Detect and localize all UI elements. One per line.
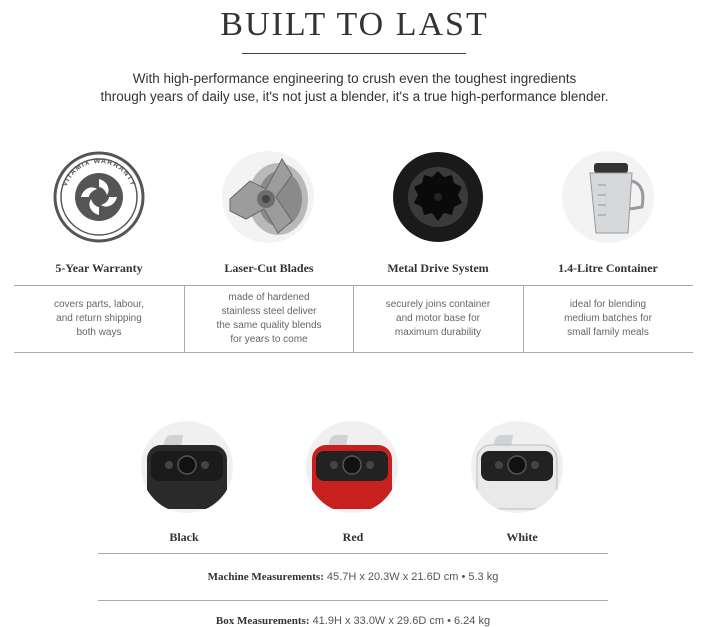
- desc-line: small family meals: [567, 327, 649, 338]
- blade-icon: [222, 151, 314, 243]
- bullet: •: [461, 571, 466, 583]
- intro-text: [40, 70, 669, 106]
- feature-desc-warranty: [24, 290, 174, 348]
- container-icon: [562, 151, 654, 243]
- page-title: BUILT TO LAST: [220, 6, 489, 43]
- color-label-black[interactable]: Black: [169, 530, 199, 544]
- desc-line: made of hardened: [228, 292, 310, 303]
- color-label-white[interactable]: White: [506, 530, 538, 544]
- measurements-mid-rule: [98, 600, 608, 601]
- feature-desc-blades: [194, 290, 344, 348]
- title-divider: [242, 53, 466, 54]
- machine-measurements-value: 45.7H x 20.3W x 21.6D cm: [326, 571, 459, 583]
- desc-line: maximum durability: [394, 327, 482, 338]
- measurements-top-rule: [98, 553, 608, 554]
- desc-line: ideal for blending: [569, 299, 647, 310]
- intro-line-2: through years of daily use, it's not just a blender, it's a true high-performance blender.: [100, 89, 609, 104]
- desc-line: the same quality blends: [216, 320, 322, 331]
- blender-black-image[interactable]: [141, 421, 233, 513]
- desc-line: for years to come: [230, 334, 308, 345]
- machine-weight: 5.3 kg: [468, 571, 499, 583]
- feature-title-blades: Laser-Cut Blades: [224, 261, 314, 275]
- desc-line: securely joins container: [385, 299, 491, 310]
- feature-table-bottom-border: [14, 352, 693, 353]
- warranty-seal-icon: [53, 151, 145, 243]
- desc-line: stainless steel deliver: [221, 306, 317, 317]
- box-weight: 6.24 kg: [454, 615, 491, 627]
- box-measurements: [98, 615, 608, 627]
- blender-white-image[interactable]: [471, 421, 563, 513]
- desc-line: and motor base for: [396, 313, 480, 324]
- feature-desc-drive: [363, 290, 513, 348]
- intro-line-1: With high-performance engineering to crush even the toughest ingredients: [132, 71, 577, 86]
- feature-title-warranty: 5-Year Warranty: [55, 261, 143, 275]
- feature-title-container: 1.4-Litre Container: [558, 261, 658, 275]
- feature-divider: [184, 285, 185, 352]
- box-measurements-value: 41.9H x 33.0W x 29.6D cm: [312, 615, 445, 627]
- feature-divider: [523, 285, 524, 352]
- box-measurements-label: Box Measurements:: [215, 615, 310, 627]
- feature-title-drive: Metal Drive System: [387, 261, 489, 275]
- machine-measurements: [98, 571, 608, 583]
- desc-line: medium batches for: [564, 313, 652, 324]
- desc-line: covers parts, labour,: [53, 299, 145, 310]
- color-label-red[interactable]: Red: [342, 530, 364, 544]
- machine-measurements-label: Machine Measurements:: [207, 571, 324, 583]
- bullet: •: [447, 615, 451, 627]
- drive-socket-icon: [392, 151, 484, 243]
- feature-desc-container: [533, 290, 683, 348]
- desc-line: both ways: [76, 327, 122, 338]
- feature-divider: [353, 285, 354, 352]
- blender-red-image[interactable]: [306, 421, 398, 513]
- desc-line: and return shipping: [56, 313, 142, 324]
- seal-text: VITAMIX WARRANTY: [61, 157, 137, 188]
